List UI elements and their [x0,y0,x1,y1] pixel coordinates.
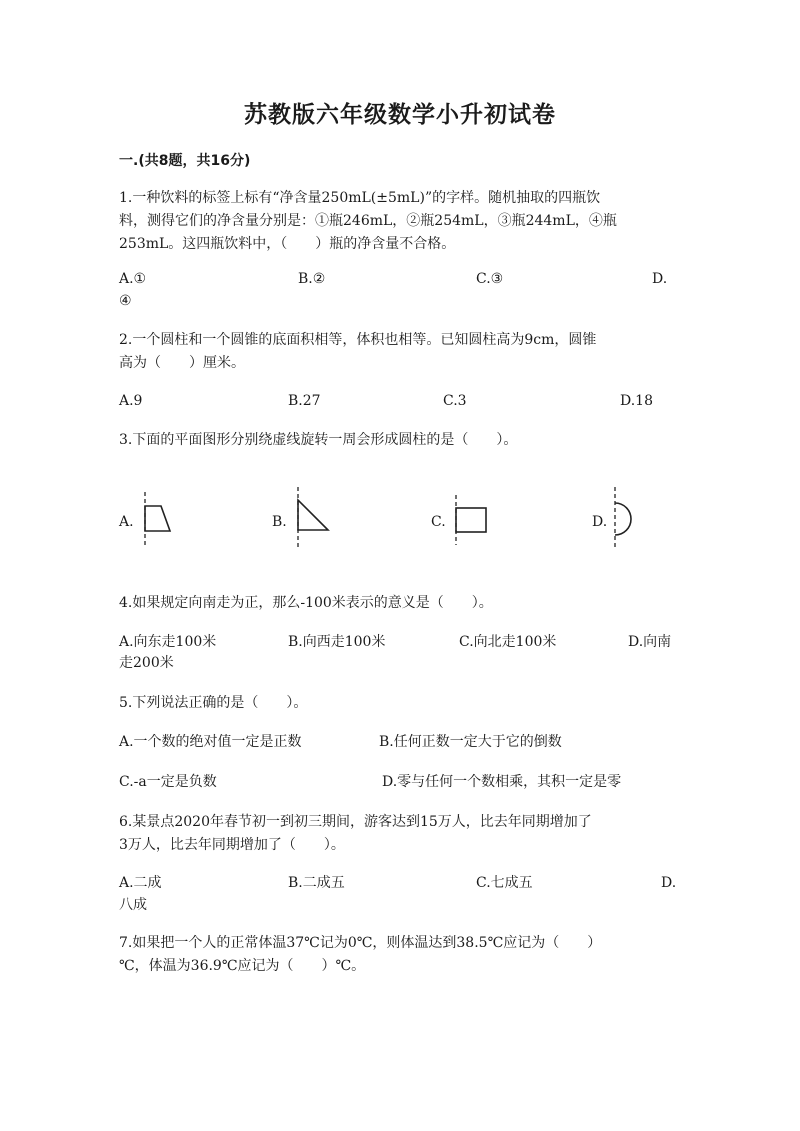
q3-option-b-label[interactable]: B. [272,514,287,530]
q6-option-d[interactable]: D. [661,875,677,891]
q3-option-c-label[interactable]: C. [431,514,446,530]
q1-line-3: 253mL。这四瓶饮料中，（ ）瓶的净含量不合格。 [119,236,456,252]
q4-option-c[interactable]: C.向北走100米 [459,634,557,650]
section-heading: 一.(共8题，共16分) [119,153,251,169]
q6-option-d-text[interactable]: 八成 [119,897,147,913]
page-title: 苏教版六年级数学小升初试卷 [244,102,556,128]
q1-option-d-text[interactable]: ④ [119,293,132,309]
q1-option-c[interactable]: C.③ [476,271,504,287]
q2-option-b[interactable]: B.27 [288,393,321,409]
q2-line-2: 高为（ ）厘米。 [119,355,245,371]
q1-option-b[interactable]: B.② [298,271,326,287]
q2-option-d[interactable]: D.18 [620,393,653,409]
q2-line-1: 2.一个圆柱和一个圆锥的底面积相等，体积也相等。已知圆柱高为9cm，圆锥 [119,332,597,348]
q7-line-1: 7.如果把一个人的正常体温37℃记为0℃，则体温达到38.5℃应记为（ ） [119,935,602,951]
q4-option-b[interactable]: B.向西走100米 [288,634,386,650]
q5-option-b[interactable]: B.任何正数一定大于它的倒数 [379,734,562,750]
q4-option-a[interactable]: A.向东走100米 [119,634,217,650]
q3-line-1: 3.下面的平面图形分别绕虚线旋转一周会形成圆柱的是（ ）。 [119,432,518,448]
q1-option-a[interactable]: A.① [119,271,147,287]
q3-option-d-label[interactable]: D. [592,514,608,530]
q3-figure-b-triangle[interactable] [288,486,333,552]
q6-option-a[interactable]: A.二成 [119,875,162,891]
q5-option-d[interactable]: D.零与任何一个数相乘，其积一定是零 [382,774,622,790]
q6-line-1: 6.某景点2020年春节初一到初三期间，游客达到15万人，比去年同期增加了 [119,814,592,830]
q2-option-c[interactable]: C.3 [443,393,467,409]
q3-option-a-label[interactable]: A. [119,514,134,530]
q5-option-c[interactable]: C.-a一定是负数 [119,774,217,790]
q3-figure-d-semicircle[interactable] [606,486,642,552]
q1-line-2: 料，测得它们的净含量分别是：①瓶246mL，②瓶254mL，③瓶244mL，④瓶 [119,213,617,229]
q3-figure-c-rectangle[interactable] [446,494,492,546]
q3-figure-a-trapezoid[interactable] [136,490,176,550]
q5-line-1: 5.下列说法正确的是（ ）。 [119,695,308,711]
q1-option-d[interactable]: D. [652,271,668,287]
q6-option-b[interactable]: B.二成五 [288,875,345,891]
q4-option-d[interactable]: D.向南 [628,634,672,650]
q6-line-2: 3万人，比去年同期增加了（ ）。 [119,837,345,853]
q4-option-d-text[interactable]: 走200米 [119,655,174,671]
q2-option-a[interactable]: A.9 [119,393,143,409]
q7-line-2: ℃，体温为36.9℃应记为（ ）℃。 [119,958,366,974]
q6-option-c[interactable]: C.七成五 [476,875,533,891]
q5-option-a[interactable]: A.一个数的绝对值一定是正数 [119,734,302,750]
q4-line-1: 4.如果规定向南走为正，那么-100米表示的意义是（ ）。 [119,595,493,611]
q1-line-1: 1.一种饮料的标签上标有“净含量250mL(±5mL)”的字样。随机抽取的四瓶饮 [119,190,601,206]
